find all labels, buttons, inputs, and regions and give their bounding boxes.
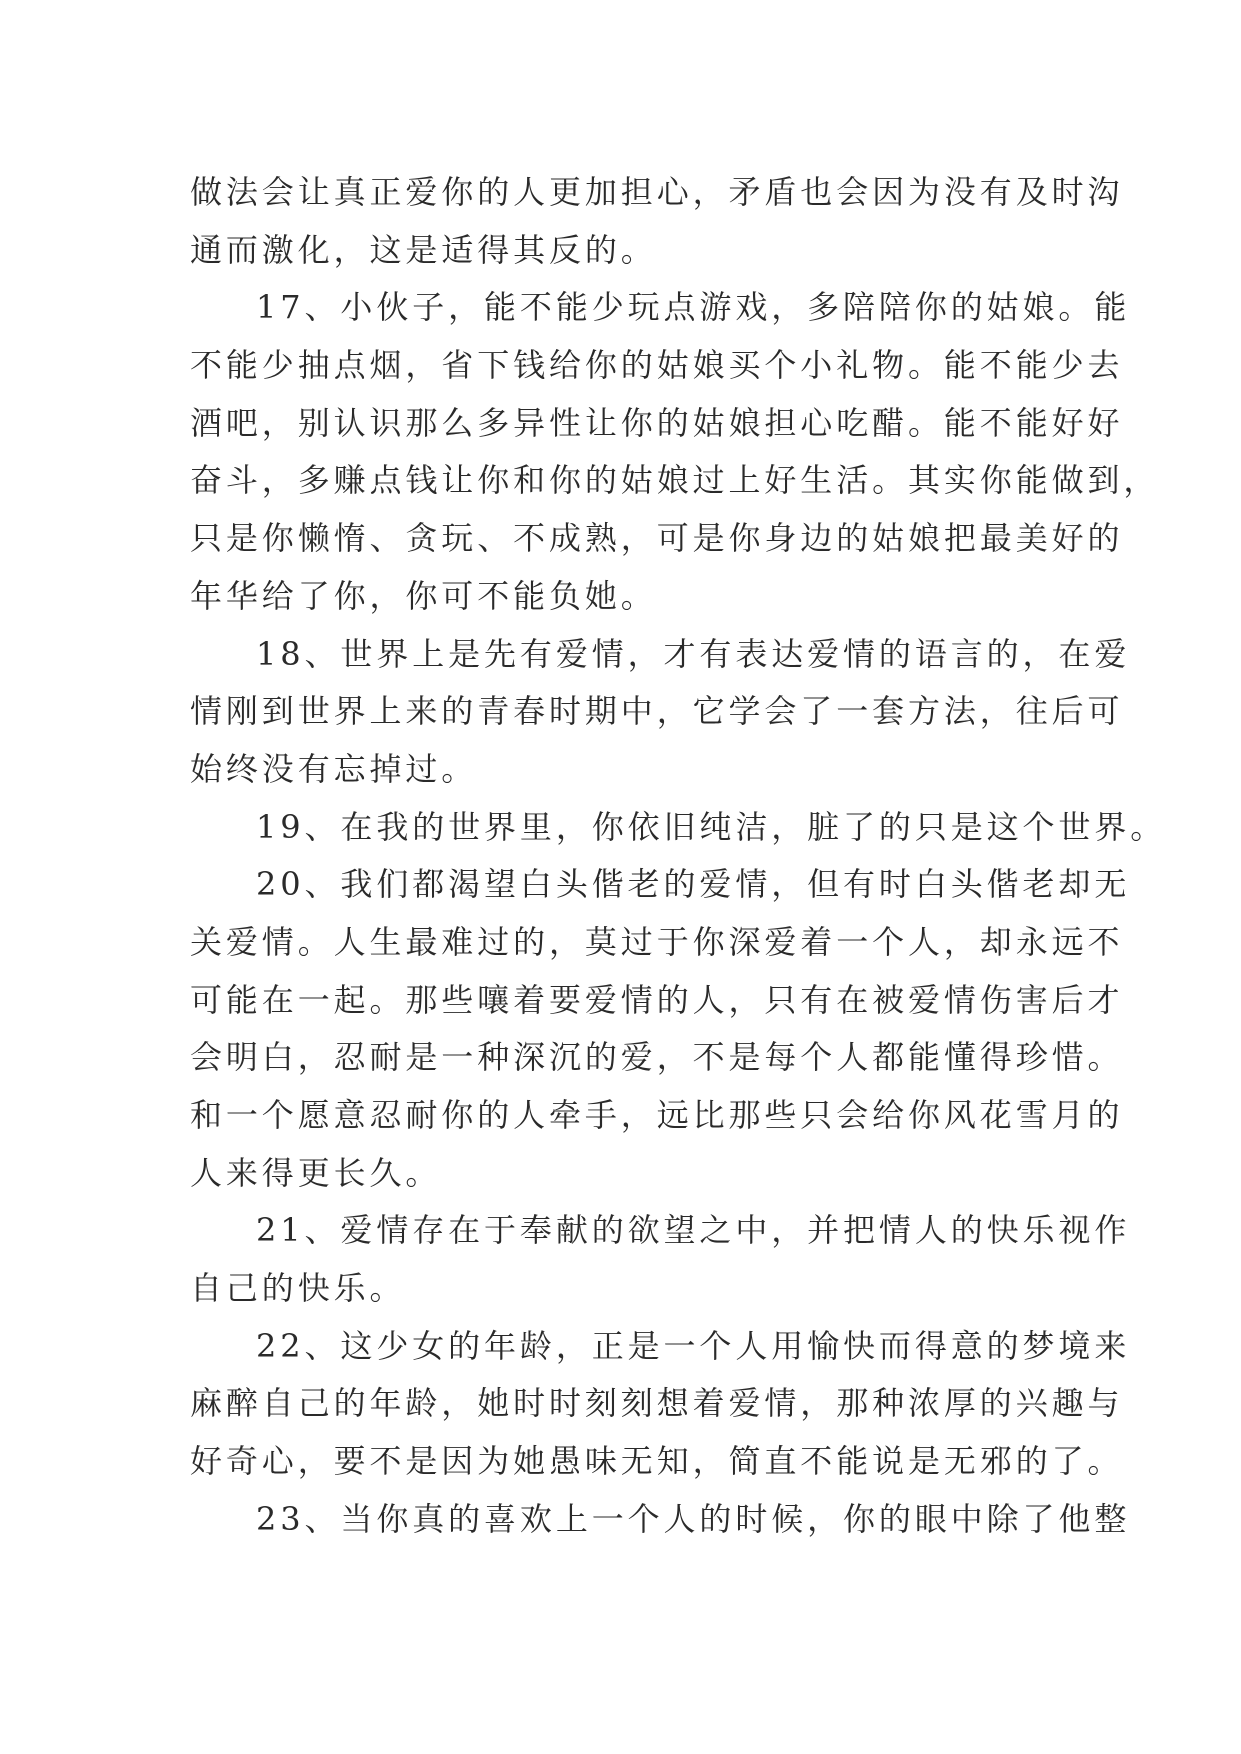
document-body [190, 164, 1167, 1549]
text-line: 可能在一起。那些嚷着要爱情的人，只有在被爱情伤害后才 [190, 980, 1124, 1019]
text-line: 17、小伙子，能不能少玩点游戏，多陪陪你的姑娘。能 [256, 288, 1131, 327]
text-line: 21、爱情存在于奉献的欲望之中，并把情人的快乐视作 [256, 1211, 1131, 1250]
text-line: 麻醉自己的年龄，她时时刻刻想着爱情，那种浓厚的兴趣与 [190, 1384, 1124, 1423]
text-line: 19、在我的世界里，你依旧纯洁，脏了的只是这个世界。 [256, 807, 1167, 846]
text-line: 人来得更长久。 [190, 1153, 442, 1192]
text-line: 23、当你真的喜欢上一个人的时候，你的眼中除了他整 [256, 1499, 1131, 1538]
text-line: 关爱情。人生最难过的，莫过于你深爱着一个人，却永远不 [190, 922, 1124, 961]
text-line: 会明白，忍耐是一种深沉的爱，不是每个人都能懂得珍惜。 [190, 1038, 1124, 1077]
text-line: 年华给了你，你可不能负她。 [190, 576, 657, 615]
text-line: 自己的快乐。 [190, 1269, 406, 1308]
text-line: 做法会让真正爱你的人更加担心，矛盾也会因为没有及时沟 [190, 173, 1124, 211]
text-line: 18、世界上是先有爱情，才有表达爱情的语言的，在爱 [256, 634, 1131, 673]
text-line: 和一个愿意忍耐你的人牵手，远比那些只会给你风花雪月的 [190, 1096, 1124, 1134]
text-line: 酒吧，别认识那么多异性让你的姑娘担心吃醋。能不能好好 [190, 403, 1124, 442]
text-line: 只是你懒惰、贪玩、不成熟，可是你身边的姑娘把最美好的 [190, 519, 1124, 558]
text-line: 通而激化，这是适得其反的。 [190, 230, 657, 269]
text-line: 22、这少女的年龄，正是一个人用愉快而得意的梦境来 [256, 1326, 1131, 1365]
text-line: 20、我们都渴望白头偕老的爱情，但有时白头偕老却无 [256, 865, 1131, 904]
text-line: 奋斗，多赚点钱让你和你的姑娘过上好生活。其实你能做到， [190, 461, 1160, 500]
text-line: 始终没有忘掉过。 [190, 749, 478, 788]
text-line: 不能少抽点烟，省下钱给你的姑娘买个小礼物。能不能少去 [190, 346, 1124, 385]
text-line: 好奇心，要不是因为她愚味无知，简直不能说是无邪的了。 [190, 1442, 1124, 1481]
text-line: 情刚到世界上来的青春时期中，它学会了一套方法，往后可 [190, 692, 1124, 731]
